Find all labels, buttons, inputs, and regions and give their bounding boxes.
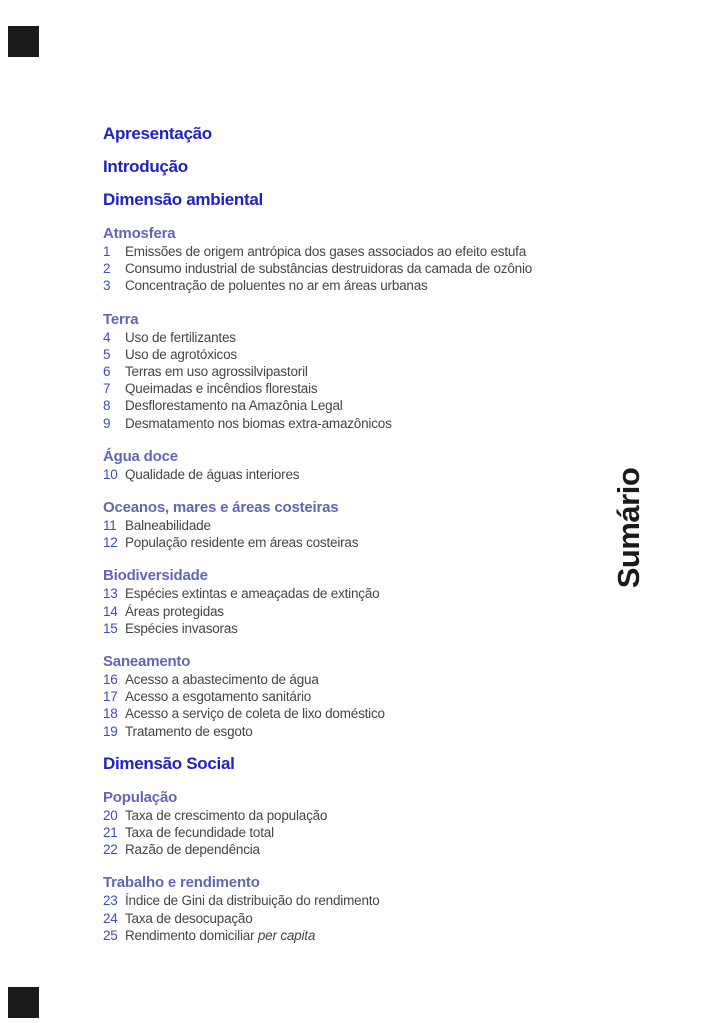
- toc-item-text: Rendimento domiciliar: [125, 927, 255, 943]
- toc-item-text: Acesso a esgotamento sanitário: [125, 689, 312, 705]
- toc-item-number: 19: [103, 723, 118, 739]
- toc-item-group: [103, 892, 593, 944]
- toc-item-number: 14: [103, 603, 118, 619]
- toc-item-text: Balneabilidade: [125, 518, 211, 534]
- toc-item: [103, 603, 593, 620]
- toc-item: [103, 243, 593, 260]
- toc-item-number: 18: [103, 706, 118, 722]
- toc-item: [103, 671, 593, 688]
- toc-item-text: Uso de agrotóxicos: [125, 346, 237, 362]
- toc-section-heading: População: [103, 788, 178, 806]
- toc-item: [103, 534, 593, 551]
- table-of-contents: [103, 124, 593, 944]
- toc-item-number: 1: [103, 244, 111, 259]
- toc-main-heading: Introdução: [103, 157, 188, 176]
- toc-item: [103, 260, 593, 277]
- toc-item: [103, 807, 593, 824]
- toc-item-text: Espécies extintas e ameaçadas de extinção: [125, 586, 380, 602]
- toc-item-text: Tratamento de esgoto: [125, 723, 253, 739]
- toc-item-text: Emissões de origem antrópica dos gases associados ao efeito estufa: [125, 244, 527, 259]
- toc-section-heading: Trabalho e rendimento: [103, 874, 260, 892]
- toc-item-group: [103, 807, 593, 859]
- toc-item-number: 15: [103, 620, 118, 636]
- toc-item-text: Taxa de desocupação: [125, 910, 253, 926]
- toc-item: [103, 824, 593, 841]
- toc-item-number: 9: [103, 415, 111, 431]
- toc-item-text: Acesso a serviço de coleta de lixo doméstico: [125, 706, 385, 722]
- toc-item-number: 24: [103, 910, 118, 926]
- toc-item-text: Índice de Gini da distribuição do rendimento: [125, 893, 380, 909]
- toc-item-number: 20: [103, 807, 118, 823]
- toc-item-number: 6: [103, 364, 111, 380]
- toc-item-group: [103, 517, 593, 551]
- toc-item-text: Qualidade de águas interiores: [125, 466, 300, 482]
- vertical-page-title: Sumário: [611, 467, 646, 589]
- toc-item-number: 2: [103, 261, 111, 277]
- toc-item-number: 25: [103, 927, 118, 943]
- toc-item: [103, 517, 593, 534]
- toc-main-heading: Dimensão Social: [103, 753, 235, 773]
- toc-item: [103, 585, 593, 602]
- toc-item-text: Áreas protegidas: [125, 603, 224, 619]
- toc-item: [103, 397, 593, 414]
- toc-item-text: Taxa de crescimento da população: [125, 807, 328, 823]
- toc-section-heading: Biodiversidade: [103, 567, 208, 585]
- toc-item: [103, 723, 593, 740]
- toc-item-group: [103, 585, 593, 637]
- print-crop-mark-top-left: [8, 26, 39, 57]
- toc-item-text: Taxa de fecundidade total: [125, 825, 274, 841]
- toc-item-text: Espécies invasoras: [125, 620, 238, 636]
- toc-item-text: Desflorestamento na Amazônia Legal: [125, 398, 343, 414]
- toc-item: [103, 277, 593, 294]
- toc-item: [103, 927, 593, 944]
- toc-item-number: 3: [103, 278, 111, 294]
- toc-item-number: 5: [103, 346, 111, 362]
- toc-item: [103, 910, 593, 927]
- toc-item-number: 10: [103, 466, 118, 482]
- toc-item-group: [103, 243, 593, 295]
- print-crop-mark-bottom-left: [8, 987, 39, 1018]
- toc-item-number: 8: [103, 398, 111, 414]
- toc-item-text: Desmatamento nos biomas extra-amazônicos: [125, 415, 392, 431]
- toc-item-number: 12: [103, 535, 118, 551]
- toc-item-number: 22: [103, 842, 118, 858]
- toc-item-number: 13: [103, 586, 118, 602]
- toc-item-group: [103, 329, 593, 432]
- toc-section-heading: Saneamento: [103, 653, 191, 671]
- toc-item-italic-suffix: per capita: [257, 927, 316, 943]
- toc-section-heading: Terra: [103, 310, 139, 328]
- toc-section-heading: Água doce: [103, 447, 178, 465]
- toc-item: [103, 841, 593, 858]
- toc-item-number: 23: [103, 893, 118, 909]
- toc-item: [103, 415, 593, 432]
- toc-item-number: 7: [103, 381, 111, 397]
- toc-item: [103, 892, 593, 909]
- toc-item-text: Queimadas e incêndios florestais: [125, 381, 318, 397]
- toc-item: [103, 688, 593, 705]
- toc-main-heading: Apresentação: [103, 124, 212, 143]
- toc-item-number: 17: [103, 689, 118, 705]
- toc-item-group: [103, 671, 593, 740]
- toc-item: [103, 363, 593, 380]
- toc-item-text: Concentração de poluentes no ar em áreas urbanas: [125, 278, 428, 294]
- toc-section-heading: Atmosfera: [103, 225, 176, 242]
- toc-item-text: População residente em áreas costeiras: [125, 535, 359, 551]
- toc-item-group: [103, 466, 593, 483]
- toc-item: [103, 329, 593, 346]
- toc-item: [103, 346, 593, 363]
- toc-item-text: Terras em uso agrossilvipastoril: [125, 364, 308, 380]
- toc-item: [103, 705, 593, 722]
- toc-item-number: 16: [103, 672, 118, 688]
- toc-item: [103, 380, 593, 397]
- toc-item-number: 4: [103, 329, 111, 345]
- toc-item: [103, 466, 593, 483]
- toc-item-number: 21: [103, 825, 118, 841]
- toc-item-text: Acesso a abastecimento de água: [125, 672, 319, 688]
- toc-section-heading: Oceanos, mares e áreas costeiras: [103, 499, 339, 517]
- toc-main-heading: Dimensão ambiental: [103, 190, 263, 209]
- toc-item-text: Razão de dependência: [125, 842, 260, 858]
- toc-item-text: Uso de fertilizantes: [125, 329, 236, 345]
- toc-item-number: 11: [103, 518, 117, 534]
- toc-item: [103, 620, 593, 637]
- toc-item-text: Consumo industrial de substâncias destruidoras da camada de ozônio: [125, 261, 533, 277]
